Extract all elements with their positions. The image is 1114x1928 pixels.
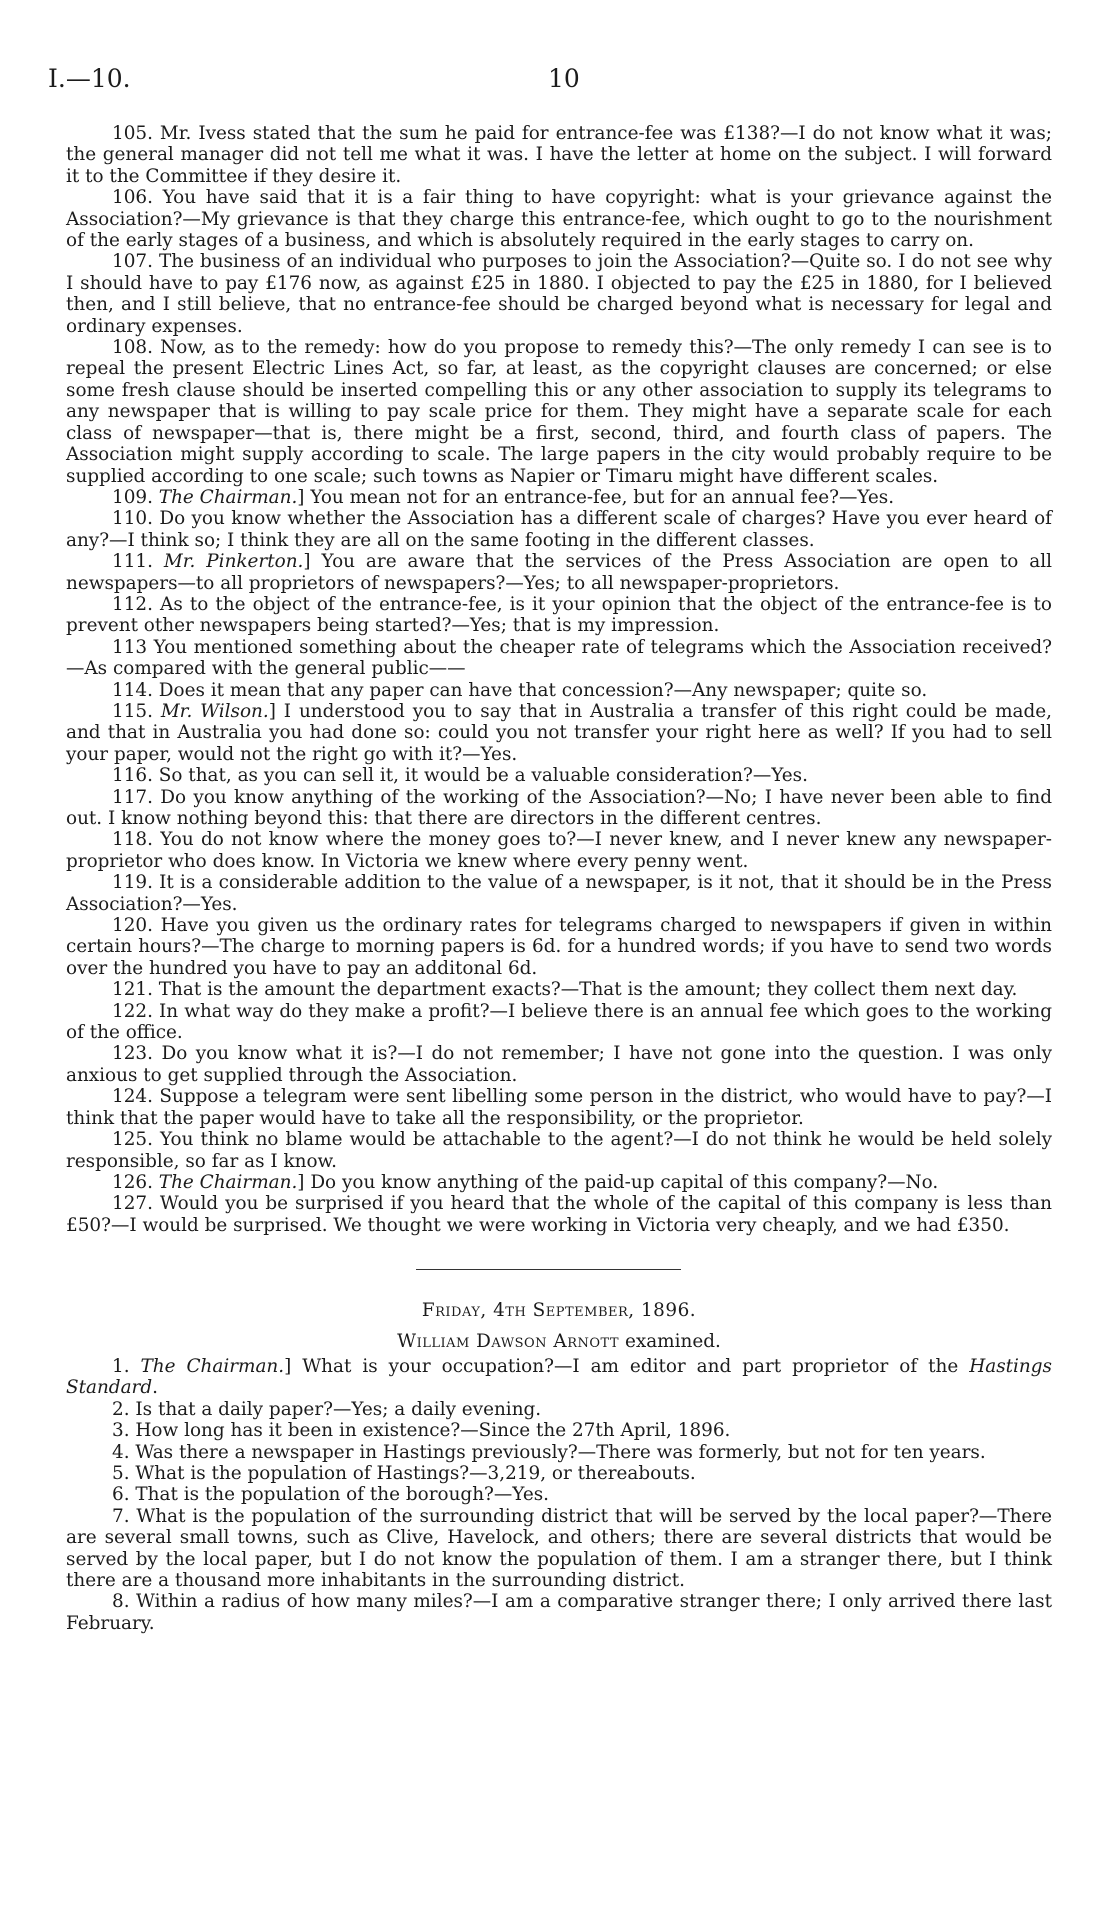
testimony-paragraph: [66, 701, 1052, 765]
paragraph-text: 106. You have said that it is a fair thing to have copyright: what is your grievance against the Association?—My grievance is that they charge this entrance-fee, which ought to go to the nourishment of the early stages of a business, and which is absolutely required in the early stages to carry on.: [66, 187, 1052, 252]
testimony-paragraph: [66, 1591, 1052, 1634]
speaker-or-title-italic: Mr. Wilson.: [160, 700, 269, 722]
paragraph-text: 2. Is that a daily paper?—Yes; a daily evening.: [112, 1398, 542, 1420]
testimony-paragraph: [66, 487, 1052, 508]
testimony-paragraph: [66, 637, 1052, 680]
testimony-paragraph: [66, 1463, 1052, 1484]
paragraph-text: 122. In what way do they make a profit?—I believe there is an annual fee which goes to the working of the office.: [66, 1000, 1052, 1044]
paragraph-text: .: [152, 1377, 158, 1399]
document-body: [66, 123, 1052, 1634]
paragraph-text: 124. Suppose a telegram were sent libelling some person in the district, who would have to pay?—I think that the paper would have to take all the responsibility, or the proprietor.: [66, 1086, 1052, 1129]
session-date-heading: Friday, 4th September, 1896.: [421, 1300, 697, 1322]
speaker-or-title-italic: The Chairman.: [140, 1355, 285, 1377]
paragraph-text: 8. Within a radius of how many miles?—I am a comparative stranger there; I only arrived there last February.: [66, 1591, 1052, 1634]
paragraph-text: 110. Do you know whether the Association has a different scale of charges? Have you ever heard of any?—I think so; I think they are all on the same footing in the different classes.: [66, 508, 1052, 551]
testimony-paragraph: [66, 787, 1052, 830]
paragraph-text: ] I understood you to say that in Australia a transfer of this right could be made, and that in Australia you had done so: could you not transfer your right here as well? If you had to sell your paper, would not the right go with it?—Yes.: [66, 700, 1053, 765]
paragraph-text: 5. What is the population of Hastings?—3,219, or thereabouts.: [112, 1462, 696, 1484]
paragraph-text: ] Do you know anything of the paid-up capital of this company?—No.: [297, 1171, 939, 1193]
testimony-paragraph: [66, 251, 1052, 337]
testimony-paragraph: [66, 1043, 1052, 1086]
testimony-paragraph: [66, 979, 1052, 1000]
testimony-paragraph: [66, 1442, 1052, 1463]
testimony-paragraph: [66, 594, 1052, 637]
paragraph-text: 4. Was there a newspaper in Hastings previously?—There was formerly, but not for ten years.: [112, 1441, 986, 1463]
paragraph-text: ] You mean not for an entrance-fee, but for an annual fee?—Yes.: [297, 486, 895, 508]
testimony-paragraph: [66, 1001, 1052, 1044]
testimony-paragraph: [66, 680, 1052, 701]
paragraph-text: ] You are aware that the services of the Press Association are open to all newspapers—to all proprietors of newspapers?—Yes; to all newspaper-proprietors.: [66, 551, 1052, 594]
paragraph-text: 117. Do you know anything of the working of the Association?—No; I have never been able to find out. I know nothing beyond this: that there are directors in the different centres.: [66, 786, 1052, 829]
testimony-paragraph: [66, 1484, 1052, 1505]
testimony-paragraph: [66, 187, 1052, 251]
paragraph-text: 1.: [112, 1355, 141, 1377]
testimony-paragraph: [66, 1420, 1052, 1441]
testimony-section-2: [66, 1356, 1052, 1634]
paragraph-text: 121. That is the amount the department exacts?—That is the amount; they collect them next day.: [112, 979, 1018, 1001]
paragraph-text: 116. So that, as you can sell it, it would be a valuable consideration?—Yes.: [112, 765, 808, 787]
paragraph-text: ] What is your occupation?—I am editor and part proprietor of the: [284, 1355, 970, 1377]
speaker-or-title-italic: The Chairman.: [158, 486, 298, 508]
witness-heading: [66, 1331, 1052, 1352]
paragraph-text: 113 You mentioned something about the cheaper rate of telegrams which the Association received?—As compared with the general public——: [66, 636, 1052, 680]
paragraph-text: 115.: [112, 700, 161, 722]
speaker-or-title-italic: Mr. Pinkerton.: [163, 551, 304, 573]
section-divider: [416, 1269, 681, 1270]
paragraph-text: 123. Do you know what it is?—I do not remember; I have not gone into the question. I was only anxious to get supplied through the Association.: [66, 1043, 1052, 1086]
testimony-paragraph: [66, 1399, 1052, 1420]
paragraph-text: 107. The business of an individual who purposes to join the Association?—Quite so. I do not see why I should have to pay £176 now, as against £25 in 1880. I objected to pay the £25 in 1880, for I believed then, and I still believe, that no entrance-fee should be charged beyond what is necessary for legal and ordinary expenses.: [66, 251, 1052, 337]
testimony-paragraph: [66, 1172, 1052, 1193]
speaker-or-title-italic: The Chairman.: [158, 1171, 298, 1193]
testimony-paragraph: [66, 123, 1052, 187]
witness-status: examined.: [619, 1330, 721, 1352]
paragraph-text: 112. As to the object of the entrance-fee, is it your opinion that the object of the entrance-fee is to prevent other newspapers being started?—Yes; that is my impression.: [66, 593, 1052, 637]
paragraph-text: 114. Does it mean that any paper can have that concession?—Any newspaper; quite so.: [112, 679, 928, 701]
page-header: [48, 64, 1058, 104]
testimony-paragraph: [66, 915, 1052, 979]
testimony-paragraph: [66, 551, 1052, 594]
testimony-paragraph: [66, 1129, 1052, 1172]
paragraph-text: 3. How long has it been in existence?—Since the 27th April, 1896.: [112, 1420, 731, 1442]
paragraph-text: 125. You think no blame would be attachable to the agent?—I do not think he would be held solely responsible, so far as I know.: [66, 1129, 1052, 1172]
testimony-paragraph: [66, 765, 1052, 786]
testimony-paragraph: [66, 1356, 1052, 1399]
paragraph-text: 127. Would you be surprised if you heard that the whole of the capital of this company is less than £50?—I would be surprised. We thought we were working in Victoria very cheaply, and we had £350.: [66, 1193, 1052, 1236]
testimony-paragraph: [66, 829, 1052, 872]
paragraph-text: 119. It is a considerable addition to the value of a newspaper, is it not, that it should be in the Press Association?—Yes.: [66, 872, 1052, 915]
document-reference: I.—10.: [48, 64, 131, 93]
paragraph-text: 111.: [112, 551, 164, 573]
paragraph-text: 108. Now, as to the remedy: how do you propose to remedy this?—The only remedy I can see is to repeal the present Electric Lines Act, so far, at least, as the copyright clauses are concerned; or else some fresh clause should be inserted compelling this or any other association to supply its telegrams to any newspaper that is willing to pay scale price for them. They might have a separate scale for each class of newspaper—that is, there might be a first, second, third, and fourth class of papers. The Association might supply according to scale. The large papers in the city would probably require to be supplied according to one scale; such towns as Napier or Timaru might have different scales.: [66, 337, 1052, 487]
paragraph-text: 105. Mr. Ivess stated that the sum he paid for entrance-fee was £138?—I do not know what it was; the general manager did not tell me what it was. I have the letter at home on the subject. I will forward it to the Committee if they desire it.: [66, 123, 1052, 187]
paragraph-text: 7. What is the population of the surrounding district that will be served by the local paper?—There are several small towns, such as Clive, Havelock, and others; there are several districts that would be served by the local paper, but I do not know the population of them. I am a stranger there, but I think there are a thousand more inhabitants in the surrounding district.: [66, 1505, 1052, 1591]
testimony-paragraph: [66, 872, 1052, 915]
paragraph-text: 126.: [112, 1171, 159, 1193]
speaker-or-title-italic: Hastings Standard: [66, 1355, 1052, 1399]
paragraph-text: 6. That is the population of the borough?—Yes.: [112, 1484, 549, 1506]
testimony-paragraph: [66, 508, 1052, 551]
witness-name: William Dawson Arnott: [397, 1330, 620, 1352]
testimony-paragraph: [66, 1193, 1052, 1236]
testimony-section-1: [66, 123, 1052, 1236]
testimony-paragraph: [66, 1506, 1052, 1592]
paragraph-text: 120. Have you given us the ordinary rates for telegrams charged to newspapers if given in within certain hours?—The charge to morning papers is 6d. for a hundred words; if you have to send two words over the hundred you have to pay an additonal 6d.: [66, 915, 1052, 979]
testimony-paragraph: [66, 337, 1052, 487]
page-number: 10: [548, 64, 580, 93]
paragraph-text: 109.: [112, 486, 159, 508]
testimony-paragraph: [66, 1086, 1052, 1129]
paragraph-text: 118. You do not know where the money goes to?—I never knew, and I never knew any newspaper-proprietor who does know. In Victoria we knew where every penny went.: [66, 829, 1052, 872]
